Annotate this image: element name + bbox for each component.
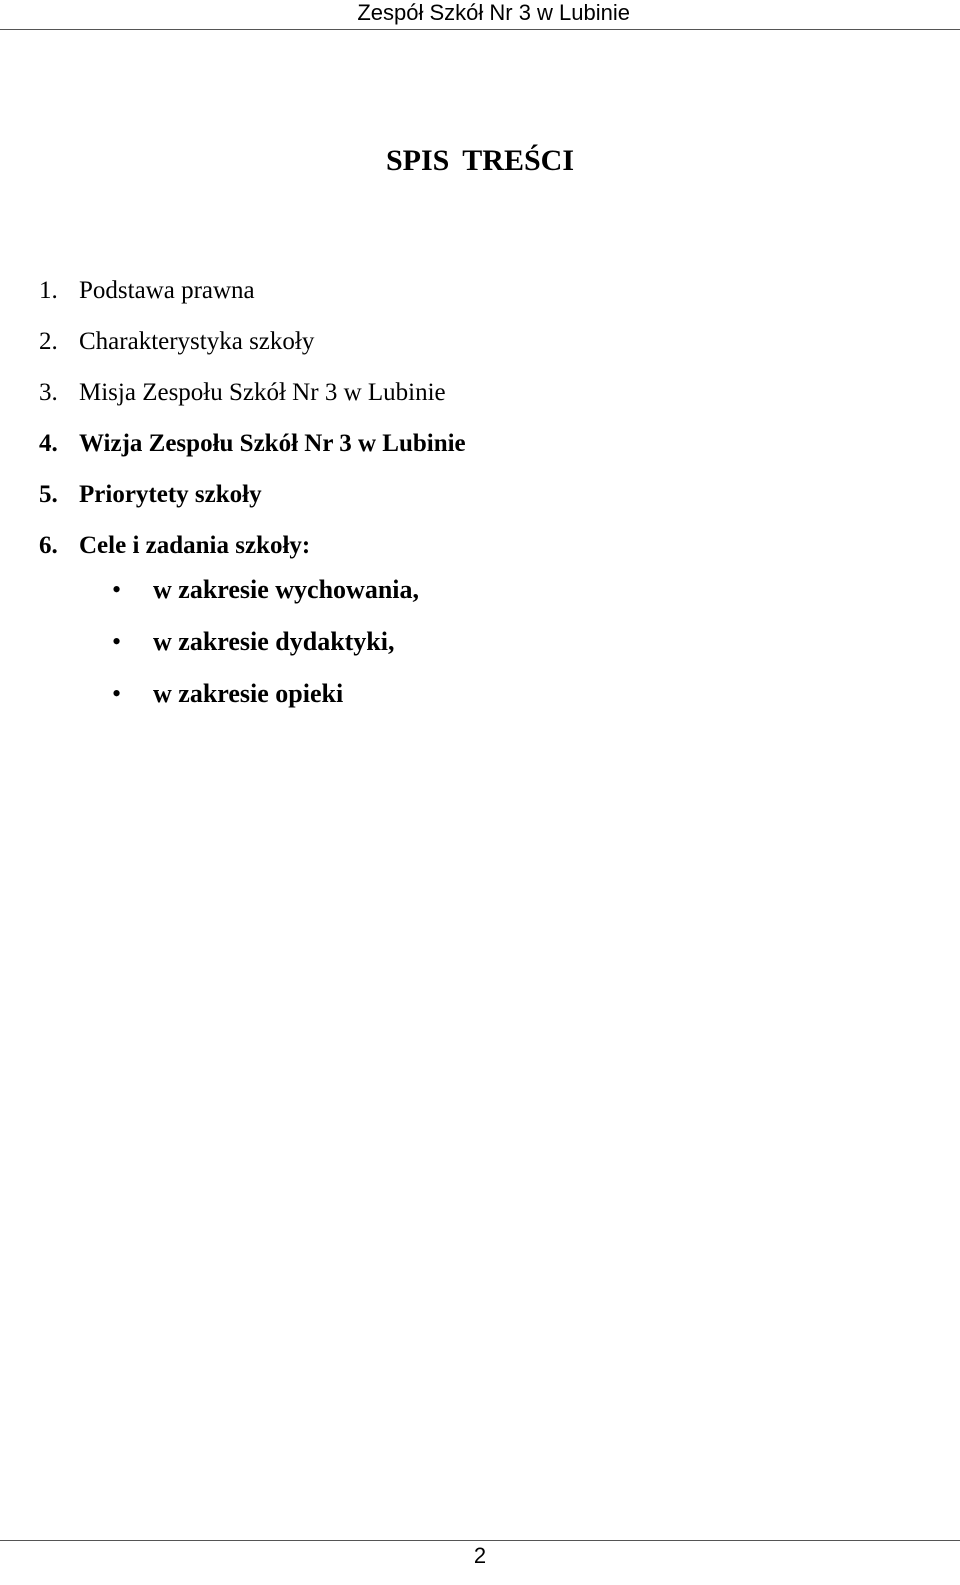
toc-item-number: 3. <box>39 379 58 406</box>
page-number: 2 <box>473 1543 487 1568</box>
toc-title: SPIS TREŚCI <box>385 144 575 177</box>
toc-item-number: 6. <box>39 532 58 559</box>
toc-item-number: 1. <box>39 277 58 304</box>
toc-item <box>39 418 466 469</box>
toc-sub-item-label: w zakresie wychowania, <box>153 575 420 604</box>
toc-item-number: 5. <box>39 481 58 508</box>
toc-item <box>39 367 466 418</box>
toc-item <box>39 469 466 520</box>
toc-item-label: Wizja Zespołu Szkół Nr 3 w Lubinie <box>79 430 466 457</box>
page-header <box>0 0 960 30</box>
toc-item-number: 4. <box>39 430 58 457</box>
toc-item-label: Cele i zadania szkoły: <box>79 532 311 559</box>
toc-sub-list <box>112 564 419 720</box>
toc-sub-item <box>112 668 419 720</box>
bullet-icon: • <box>112 575 122 604</box>
toc-item-label: Priorytety szkoły <box>79 481 262 508</box>
bullet-icon: • <box>112 679 122 708</box>
toc-list <box>39 265 466 571</box>
toc-sub-item <box>112 616 419 668</box>
toc-item <box>39 265 466 316</box>
toc-item-label: Podstawa prawna <box>79 277 255 304</box>
toc-sub-item-label: w zakresie dydaktyki, <box>153 627 395 656</box>
toc-item <box>39 316 466 367</box>
toc-sub-item <box>112 564 419 616</box>
toc-sub-item-label: w zakresie opieki <box>153 679 344 708</box>
bullet-icon: • <box>112 627 122 656</box>
toc-item-label: Misja Zespołu Szkół Nr 3 w Lubinie <box>79 379 446 406</box>
toc-item-number: 2. <box>39 328 58 355</box>
header-school-name: Zespół Szkół Nr 3 w Lubinie <box>357 0 630 25</box>
toc-item-label: Charakterystyka szkoły <box>79 328 315 355</box>
